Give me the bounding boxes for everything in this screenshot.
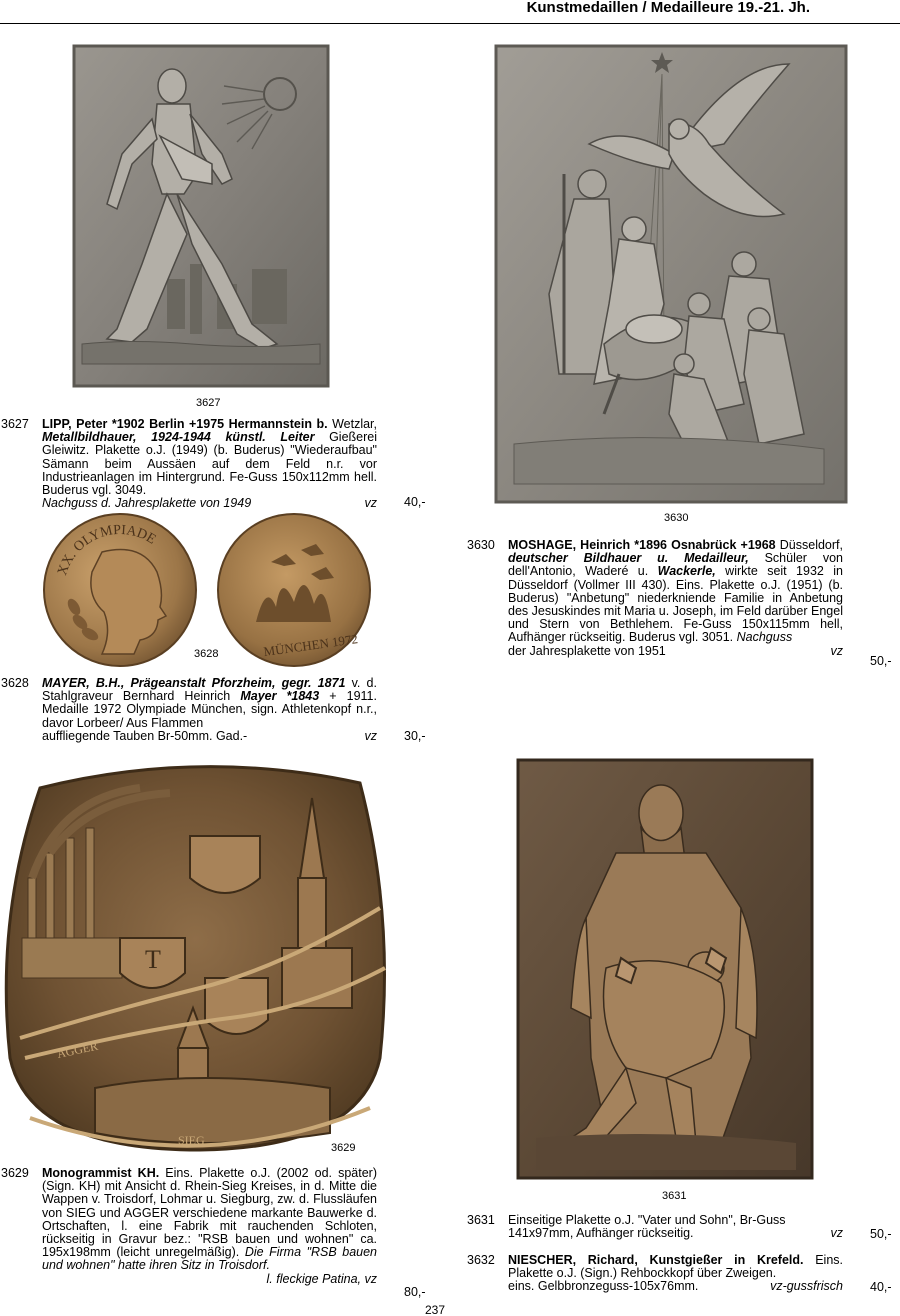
lot-3632-note: eins. Gelbbronzeguss-105x76mm. <box>508 1279 699 1294</box>
lot-number: 3629 <box>1 1166 29 1180</box>
lot-3630-price: 50,- <box>870 654 892 668</box>
lot-3627-grade: vz <box>364 496 377 511</box>
lot-3627-image-label: 3627 <box>196 397 221 409</box>
lot-3630-grade: vz <box>830 643 843 658</box>
lot-3629-artist: Monogrammist KH. <box>42 1166 160 1180</box>
lot-3627-description: 3627 LIPP, Peter *1902 Berlin +1975 Hermannstein b. Wetzlar, Metallbildhauer, 1924-1944 künstl. Leiter Gießerei Gleiwitz. Plakette o.J. (1949) (b. Buderus) "Wiederaufbau" Sämann beim Aussäen auf dem Feld n.r. vor Industrieanlagen im Hintergrund. Fe-Guss 150x112mm hell. Buderus vgl. 3049. Nachguss d. Jahresplakette von 1949 vz <box>1 417 377 511</box>
rhein-sieg-plaque-illustration <box>0 758 392 1154</box>
adoration-plaque-illustration <box>494 44 848 504</box>
lot-3632-artist: NIESCHER, Richard, Kunstgießer in Krefeld. <box>508 1253 804 1267</box>
sower-plaque-illustration <box>72 44 330 388</box>
lot-number: 3630 <box>467 538 495 552</box>
lot-3627-price: 40,- <box>404 495 426 509</box>
reverse-legend: MÜNCHEN 1972 <box>262 631 359 660</box>
header-rule <box>0 23 900 24</box>
vater-und-sohn-plaque-illustration <box>516 758 814 1180</box>
lot-3631-description: 3631 Einseitige Plakette o.J. "Vater und Sohn", Br-Guss 141x97mm, Aufhänger rückseitig. vz <box>467 1213 843 1241</box>
lot-number: 3631 <box>467 1213 495 1227</box>
lot-3628-image-label: 3628 <box>194 648 219 660</box>
lot-3629-image-label: 3629 <box>331 1142 356 1154</box>
shield-t-glyph: T <box>145 945 161 974</box>
lot-number: 3632 <box>467 1253 495 1267</box>
lot-3629-price: 80,- <box>404 1285 426 1299</box>
lot-3632-description: 3632 NIESCHER, Richard, Kunstgießer in Krefeld. Eins. Plakette o.J. (Sign.) Rehbockkopf über Zweigen. eins. Gelbbronzeguss-105x76mm. vz-gussfrisch <box>467 1253 843 1294</box>
olympic-medal-obverse-illustration <box>42 512 198 668</box>
lot-3630-plaque-image <box>494 44 848 504</box>
obverse-legend: XX. OLYMPIADE <box>55 522 159 578</box>
lot-3631-grade: vz <box>830 1226 843 1241</box>
lot-3629-description: 3629 Monogrammist KH. Eins. Plakette o.J. (2002 od. später) (Sign. KH) mit Ansicht d. Rhein-Sieg Kreises, in d. Mitte die Wappen v. Troisdorf, Lohmar u. Siegburg, zw. d. Flussläufen von SIEG und AGGER verschiedene markante Bauwerke d. Ortschaften, l. eine Fabrik mit rauchenden Schloten, rückseitig in Gravur bez.: "RSB bauen und wohnen" ca. 195x198mm (leicht unregelmäßig). Die Firma "RSB bauen und wohnen" hatte ihren Sitz in Troisdorf. l. fleckige Patina, vz <box>1 1166 378 1286</box>
lot-3629-plaque-image <box>0 758 392 1154</box>
lot-3629-note: l. fleckige Patina, <box>266 1271 362 1286</box>
lot-3627-artist: LIPP, Peter *1902 Berlin +1975 Hermannstein b. <box>42 417 328 431</box>
olympic-medal-reverse-illustration <box>216 512 372 668</box>
lot-3631-price: 50,- <box>870 1227 892 1241</box>
lot-3630-artist: MOSHAGE, Heinrich *1896 Osnabrück +1968 <box>508 538 776 552</box>
lot-3628-note: auffliegende Tauben Br-50mm. Gad.- <box>42 728 248 743</box>
lot-3631-image-label: 3631 <box>662 1190 687 1202</box>
lot-3632-price: 40,- <box>870 1280 892 1294</box>
lot-3631-note: 141x97mm, Aufhänger rückseitig. <box>508 1226 694 1241</box>
lot-3631-plaque-image <box>516 758 814 1180</box>
plaque-river-agger: AGGER <box>55 1038 100 1061</box>
lot-3630-image-label: 3630 <box>664 512 689 524</box>
page-number: 237 <box>425 1303 446 1316</box>
lot-number: 3627 <box>1 417 29 431</box>
lot-3632-grade: vz-gussfrisch <box>770 1279 843 1294</box>
lot-3628-grade: vz <box>364 728 377 743</box>
lot-3628-price: 30,- <box>404 729 426 743</box>
lot-3628-artist: MAYER, B.H., Prägeanstalt Pforzheim, gegr. 1871 <box>42 676 346 690</box>
lot-3628-description: 3628 MAYER, B.H., Prägeanstalt Pforzheim, gegr. 1871 v. d. Stahlgraveur Bernhard Heinrich Mayer *1843 + 1911. Medaille 1972 Olympiade München, sign. Athletenkopf n.r., davor Lorbeer/ Aus Flammen auffliegende Tauben Br-50mm. Gad.- vz <box>1 676 377 743</box>
lot-3630-description: 3630 MOSHAGE, Heinrich *1896 Osnabrück +1968 Düsseldorf, deutscher Bildhauer u. Medailleur, Schüler von dell'Antonio, Waderé u. Wackerle, wirkte seit 1932 in Düsseldorf (Vollmer III 430). Eins. Plakette o.J. (1951) (b. Buderus) "Anbetung" niederkniende Familie in Anbetung des Jesuskindes mit Maria u. Joseph, im Feld darüber Engel und Stern von Bethlehem. Fe-Guss 150x115mm hell, Aufhänger rückseitig. Buderus vgl. 3051. Nachguss der Jahresplakette von 1951 vz <box>467 538 843 658</box>
page-header-title: Kunstmedaillen / Medailleure 19.-21. Jh. <box>526 0 810 16</box>
lot-3628-medal-reverse <box>216 512 372 668</box>
plaque-river-sieg: SIEG <box>178 1133 205 1147</box>
lot-3628-medal-obverse <box>42 512 198 668</box>
lot-3627-note: Nachguss d. Jahresplakette von 1949 <box>42 496 252 511</box>
lot-number: 3628 <box>1 676 29 690</box>
lot-3629-grade: vz <box>364 1271 377 1286</box>
lot-3627-plaque-image <box>72 44 330 388</box>
lot-3630-note: der Jahresplakette von 1951 <box>508 643 666 658</box>
